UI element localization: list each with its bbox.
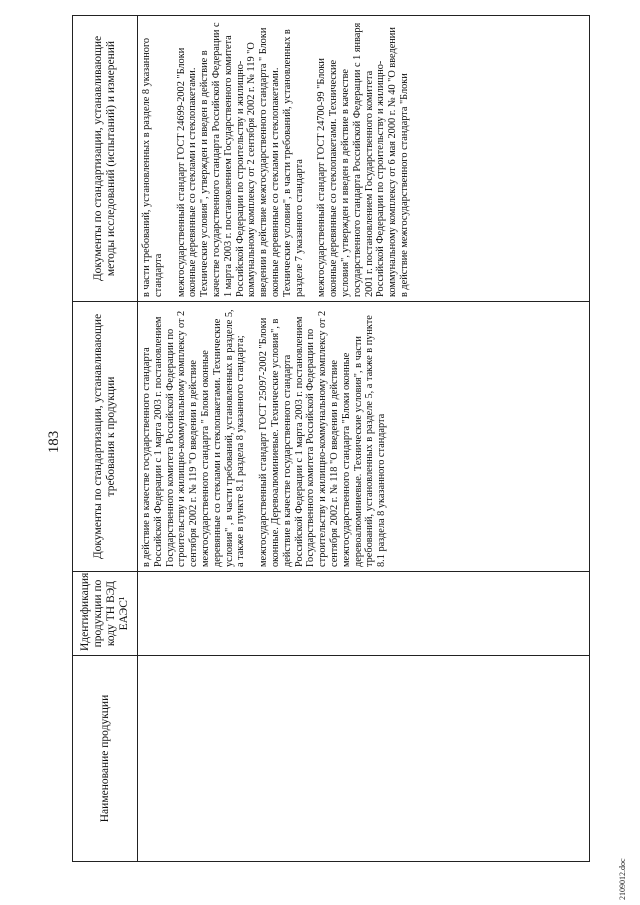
method-paragraph: в части требований, установленных в разделе 8 указанного стандарта	[141, 37, 164, 297]
rotated-page	[40, 2, 627, 900]
page-number: 183	[46, 430, 62, 454]
table-row	[138, 16, 590, 862]
document-file-code: 2109012.doc	[618, 858, 627, 900]
method-paragraph: межгосударственный стандарт ГОСТ 24700-99 "Блоки оконные деревянные со стеклопакетами. Технические условия", утвержден и введен в действие в качестве государственного стандарта Российской Федерации с 1 января 2001 г. постановлением Государственного комитета Российской Федерации по строительству и жилищно-коммунальному комплексу от 6 мая 2000 г. № 40 "О введении в действие межгосударственного стандарта "Блоки	[316, 22, 410, 297]
cell-identification	[138, 572, 590, 656]
table-header-row	[73, 16, 138, 862]
cell-method-docs	[138, 16, 590, 302]
header-identification: Идентификация продукции по коду ТН ВЭД ЕАЭС¹	[73, 572, 138, 656]
cell-requirement-docs	[138, 302, 590, 572]
standards-table	[72, 15, 590, 862]
requirement-paragraph: межгосударственный стандарт ГОСТ 25097-2002 "Блоки оконные. Деревоалюминиевые. Технические условия", в действие в качестве государственного стандарта Российской Федерации с 1 марта 2003 г. постановлением Государственного комитета Российской Федерации по строительству и жилищно-коммунальному комплексу от 2 сентября 2002 г. № 118 "О введении в действие межгосударственного стандарта "Блоки оконные деревоалюминиевые. Технические условия", в части требований, установленных в разделе 5, а также в пункте 8.1 раздела 8 указанного стандарта	[258, 310, 388, 567]
method-paragraph: межгосударственный стандарт ГОСТ 24699-2002 "Блоки оконные деревянные со стеклами и стеклопакетами. Технические условия", утвержден и введен в действие в качестве государственного стандарта Российской Федерации с 1 марта 2003 г. постановлением Государственного комитета Российской Федерации по строительству и жилищно-коммунальному комплексу от 2 сентября 2002 г. № 119 "О введении в действие межгосударственного стандарта " Блоки оконные деревянные со стеклами и стеклопакетами. Технические условия", в части требований, установленных в разделе 7 указанного стандарта	[175, 22, 305, 297]
header-requirement-docs: Документы по стандартизации, устанавливающие требования к продукции	[73, 302, 138, 572]
header-product-name: Наименование продукции	[73, 656, 138, 862]
cell-product-name	[138, 656, 590, 862]
requirement-paragraph: в действие в качестве государственного стандарта Российской Федерации с 1 марта 2003 г. постановлением Государственного комитета Российской Федерации по строительству и жилищно-коммунальному комплексу от 2 сентября 2002 г. № 119 "О введении в действие межгосударственного стандарта " Блоки оконные деревянные со стеклами и стеклопакетами. Технические условия" , в части требований, установленных в разделе 5, а также в пункте 8.1 раздела 8 указанного стандарта;	[141, 309, 247, 567]
header-method-docs: Документы по стандартизации, устанавливающие методы исследований (испытаний) и измерений	[73, 16, 138, 302]
